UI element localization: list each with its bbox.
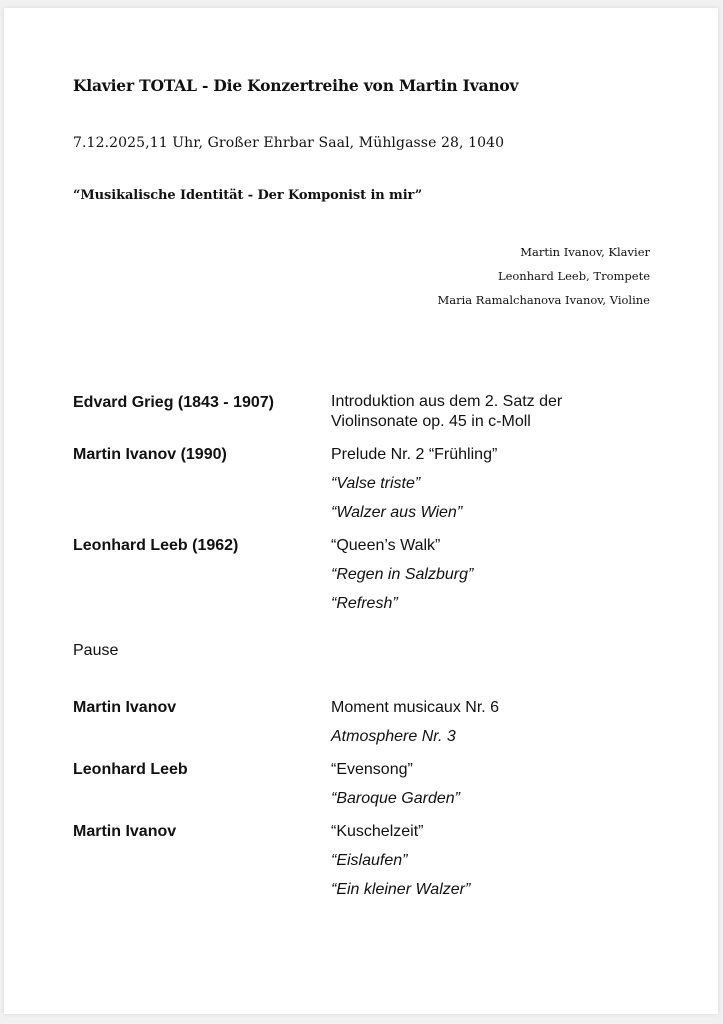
program-row xyxy=(73,759,673,809)
work-title: “Walzer aus Wien” xyxy=(331,504,463,521)
work-title: “Baroque Garden” xyxy=(331,790,460,807)
work-title: Atmosphere Nr. 3 xyxy=(331,728,456,745)
performer: Maria Ramalchanova Ivanov, Violine xyxy=(437,293,650,307)
works-list xyxy=(331,821,673,900)
program-row xyxy=(73,535,673,614)
work-title: “Eislaufen” xyxy=(331,852,408,869)
works-list xyxy=(331,759,673,809)
composer-name: Martin Ivanov xyxy=(73,823,177,840)
composer-name: Edvard Grieg (1843 - 1907) xyxy=(73,394,274,411)
composer-name: Martin Ivanov (1990) xyxy=(73,446,227,463)
work-title: “Evensong” xyxy=(331,761,413,778)
work-title: “Ein kleiner Walzer” xyxy=(331,881,471,898)
intermission-label: Pause xyxy=(73,642,119,659)
composer-name: Leonhard Leeb (1962) xyxy=(73,537,239,554)
works-list xyxy=(331,535,673,614)
performer: Leonhard Leeb, Trompete xyxy=(497,269,650,283)
work-title: “Valse triste” xyxy=(331,475,421,492)
document-page xyxy=(4,8,718,1014)
program-row xyxy=(73,444,673,523)
works-list xyxy=(331,444,673,523)
concert-series-title: Klavier TOTAL - Die Konzertreihe von Martin Ivanov xyxy=(73,76,519,95)
program-row xyxy=(73,821,673,900)
date-venue-line: 7.12.2025,11 Uhr, Großer Ehrbar Saal, Mühlgasse 28, 1040 xyxy=(73,135,505,151)
performer: Martin Ivanov, Klavier xyxy=(520,245,650,259)
work-title: Moment musicaux Nr. 6 xyxy=(331,699,500,716)
program-row xyxy=(73,392,673,432)
program xyxy=(73,392,673,912)
work-title: “Kuschelzeit” xyxy=(331,823,424,840)
composer-name: Leonhard Leeb xyxy=(73,761,188,778)
works-list xyxy=(331,392,673,432)
work-title: “Regen in Salzburg” xyxy=(331,566,474,583)
works-list xyxy=(331,697,673,747)
work-title: “Refresh” xyxy=(331,595,398,612)
work-title: Introduktion aus dem 2. Satz der Violinsonate op. 45 in c-Moll xyxy=(331,393,563,430)
program-row xyxy=(73,697,673,747)
concert-motto: “Musikalische Identität - Der Komponist in mir” xyxy=(73,188,423,203)
performers-list xyxy=(437,240,650,312)
work-title: “Queen’s Walk” xyxy=(331,537,441,554)
work-title: Prelude Nr. 2 “Frühling” xyxy=(331,446,498,463)
composer-name: Martin Ivanov xyxy=(73,699,177,716)
